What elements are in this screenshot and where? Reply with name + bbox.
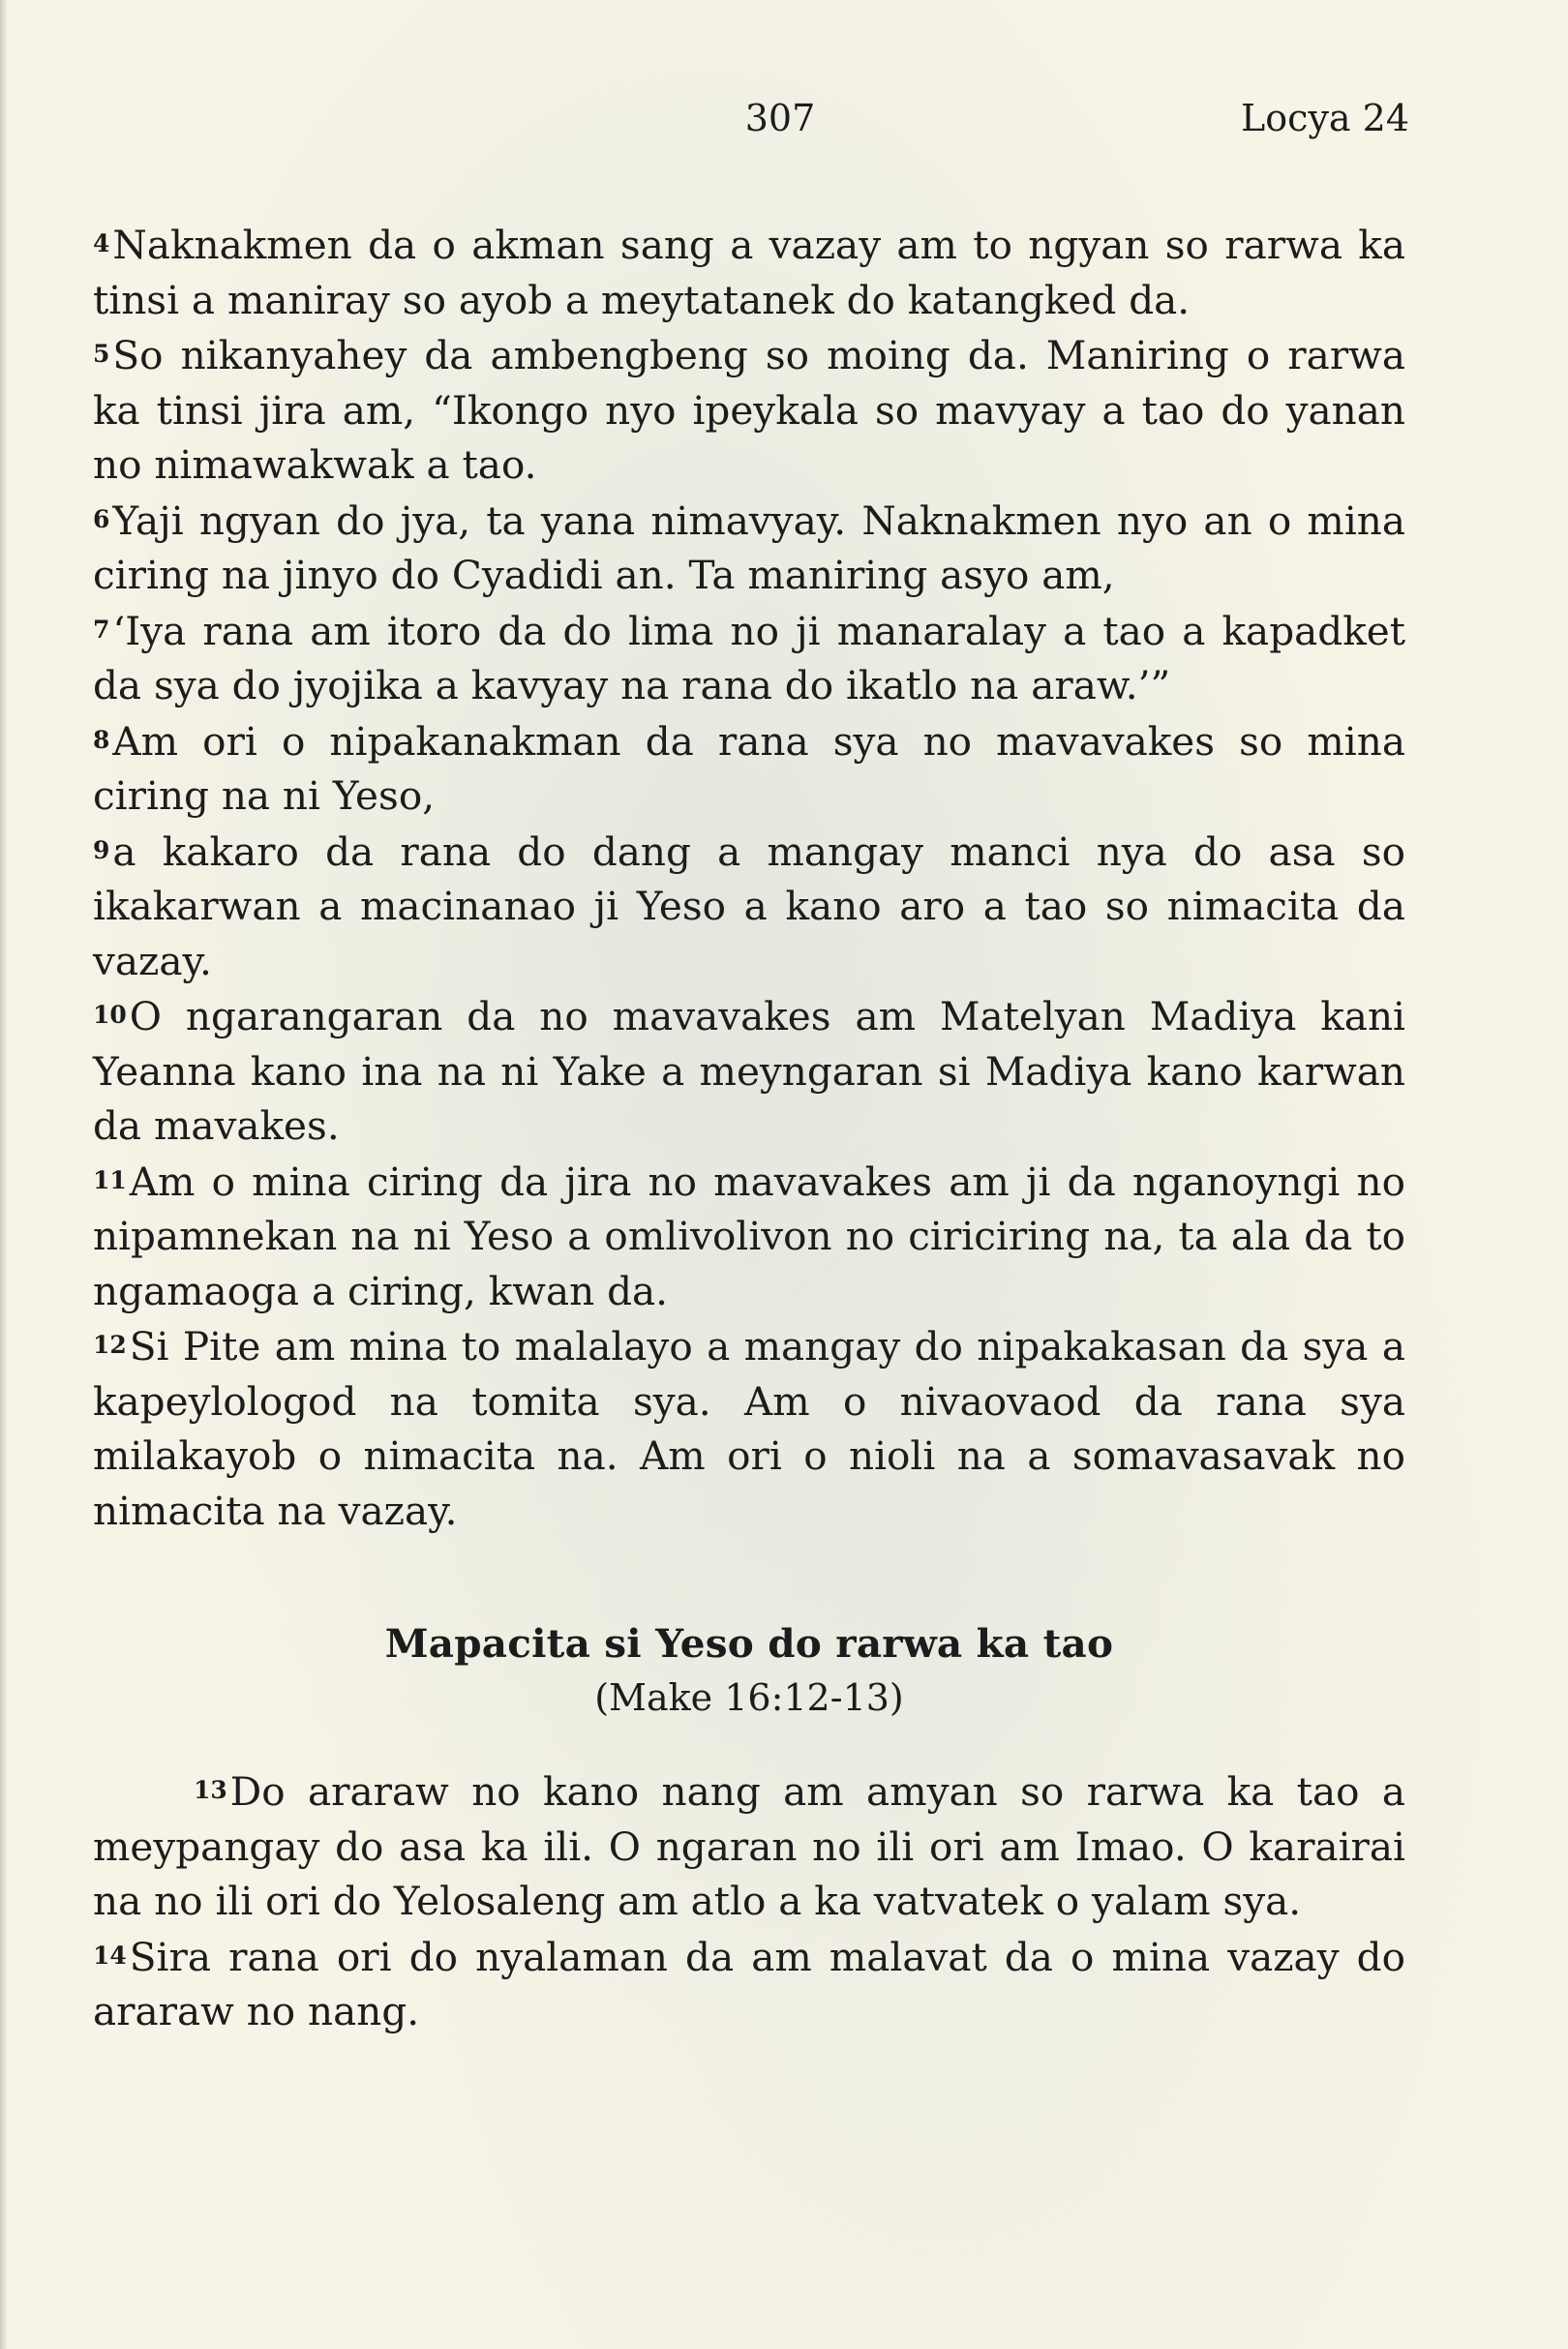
verse-number: 12 bbox=[93, 1331, 127, 1359]
verse-10 bbox=[93, 988, 1405, 1154]
verse-text: Si Pite am mina to malalayo a mangay do nipakakasan da sya a kapeylologod na tomita sya. Am o nivaovaod da rana sya milakayob o nimacita na. Am ori o nioli na a somavasavak no nimacita na vazay. bbox=[93, 1323, 1405, 1534]
section-heading: Mapacita si Yeso do rarwa ka tao bbox=[384, 1620, 1114, 1667]
verse-11 bbox=[93, 1154, 1405, 1319]
verse-text: So nikanyahey da ambengbeng so moing da. Maniring o rarwa ka tinsi jira am, “Ikongo nyo ipeykala so mavyay a tao do yanan no nimawakwak a tao. bbox=[93, 332, 1405, 488]
verse-text: Do araraw no kano nang am amyan so rarwa ka tao a meypangay do asa ka ili. O ngaran no ili ori am Imao. O karairai na no ili ori do Yelosaleng am atlo a ka vatvatek o yalam sya. bbox=[93, 1768, 1405, 1924]
verse-text: ‘Iya rana am itoro da do lima no ji manaralay a tao a kapadket da sya do jyojika a kavyay na rana do ikatlo na araw.’” bbox=[93, 607, 1405, 708]
verse-number: 13 bbox=[194, 1776, 227, 1804]
verse-text: a kakaro da rana do dang a mangay manci nya do asa so ikakarwan a macinanao ji Yeso a kano aro a tao so nimacita da vazay. bbox=[93, 828, 1405, 984]
verse-text: O ngarangaran da no mavavakes am Matelyan Madiya kani Yeanna kano ina na ni Yake a meyngaran si Madiya kano karwan da mavakes. bbox=[93, 993, 1405, 1149]
verse-7 bbox=[93, 603, 1405, 713]
verse-number: 8 bbox=[93, 725, 110, 754]
verse-number: 14 bbox=[93, 1941, 127, 1970]
verse-5 bbox=[93, 327, 1405, 493]
verse-4 bbox=[93, 217, 1405, 327]
running-header bbox=[93, 97, 1409, 155]
verse-number: 11 bbox=[93, 1165, 127, 1194]
verse-text: Yaji ngyan do jya, ta yana nimavyay. Naknakmen nyo an o mina ciring na jinyo do Cyadidi an. Ta maniring asyo am, bbox=[93, 497, 1405, 598]
verse-8 bbox=[93, 713, 1405, 824]
verse-number: 10 bbox=[93, 1001, 127, 1029]
verse-14 bbox=[93, 1929, 1405, 2039]
verse-text: Sira rana ori do nyalaman da am malavat da o mina vazay do araraw no nang. bbox=[93, 1933, 1405, 2034]
page-number: 307 bbox=[744, 97, 816, 139]
page-edge-shadow bbox=[0, 0, 8, 2349]
verse-number: 9 bbox=[93, 835, 110, 864]
book-chapter-reference: Locya 24 bbox=[1241, 97, 1409, 139]
section-cross-reference: (Make 16:12-13) bbox=[594, 1676, 904, 1719]
verse-text: Naknakmen da o akman sang a vazay am to ngyan so rarwa ka tinsi a maniray so ayob a meytatanek do katangked da. bbox=[93, 222, 1405, 323]
verse-13 bbox=[93, 1763, 1405, 1929]
verse-text: Am o mina ciring da jira no mavavakes am ji da nganoyngi no nipamnekan na ni Yeso a omlivolivon no ciriciring na, ta ala da to ngamaoga a ciring, kwan da. bbox=[93, 1158, 1405, 1314]
verse-6 bbox=[93, 493, 1405, 603]
verse-number: 7 bbox=[93, 615, 110, 644]
verse-number: 4 bbox=[93, 229, 110, 257]
verse-12 bbox=[93, 1318, 1405, 1538]
verse-number: 5 bbox=[93, 340, 110, 368]
scripture-text bbox=[93, 217, 1405, 2039]
verse-text: Am ori o nipakanakman da rana sya no mavavakes so mina ciring na ni Yeso, bbox=[93, 717, 1405, 819]
verse-number: 6 bbox=[93, 504, 110, 533]
verse-9 bbox=[93, 824, 1405, 989]
